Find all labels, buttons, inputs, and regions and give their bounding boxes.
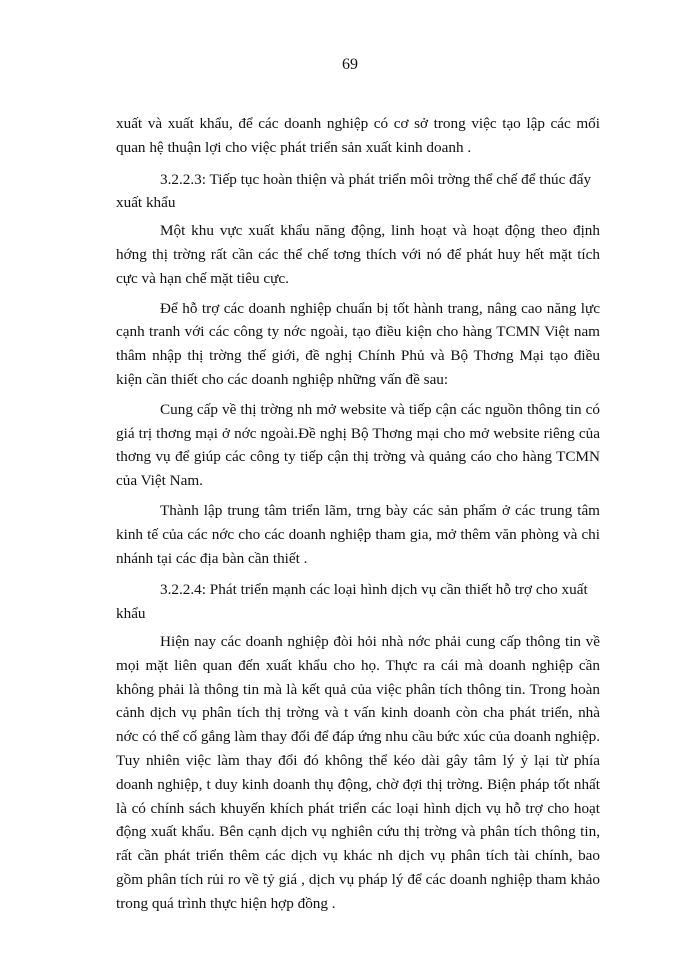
paragraph: Hiện nay các doanh nghiệp đòi hỏi nhà nớc phải cung cấp thông tin về mọi mặt liên quan đến xuất khẩu cho họ. Thực ra cái mà doanh nghiệp cần không phải là thông tin mà là kết quả của việc phân tích thông tin. Trong hoàn cảnh dịch vụ phân tích thị trờng và t vấn kinh doanh còn cha phát triển, nhà nớc có thể cố gắng làm thay đổi để đáp ứng nhu cầu bức xúc của doanh nghiệp. Tuy nhiên việc làm thay đổi đó không thể kéo dài gây tâm lý ỷ lại từ phía doanh nghiệp, t duy kinh doanh thụ động, chờ đợi thị trờng. Biện pháp tốt nhất là có chính sách khuyến khích phát triển các loại hình dịch vụ hỗ trợ cho hoạt động xuất khẩu. Bên cạnh dịch vụ nghiên cứu thị trờng và phân tích thông tin, rất cần phát triển thêm các dịch vụ khác nh dịch vụ phân tích tài chính, bao gồm phân tích rủi ro về tỷ giá , dịch vụ pháp lý để các doanh nghiệp tham khảo trong quá trình thực hiện hợp đồng . (116, 632, 600, 912)
paragraph-continuation: xuất và xuất khẩu, để các doanh nghiệp có cơ sở trong việc tạo lập các mối quan hệ thuận lợi cho việc phát triển sản xuất kinh doanh . (116, 115, 600, 156)
page-number: 69 (342, 56, 358, 73)
document-body (116, 112, 600, 922)
section-number: 3.2.2.4: (160, 581, 206, 599)
paragraph: Để hỗ trợ các doanh nghiệp chuẩn bị tốt hành trang, nâng cao năng lực cạnh tranh với các công ty nớc ngoài, tạo điều kiện cho hàng TCMN Việt nam thâm nhập thị trờng thế giới, đề nghị Chính Phủ và Bộ Thơng Mại tạo điều kiện cần thiết cho các doanh nghiệp những vấn đề sau: (116, 299, 600, 388)
paragraph: Cung cấp về thị trờng nh mở website và tiếp cận các nguồn thông tin có giá trị thơng mại ở nớc ngoài.Đề nghị Bộ Thơng mại cho mở website riêng của thơng vụ để giúp các công ty tiếp cận thị trờng và quảng cáo cho hàng TCMN của Việt Nam. (116, 400, 600, 490)
section-title: Tiếp tục hoàn thiện và phát triển môi trờng thể chế để thúc đẩy xuất khẩu (116, 170, 592, 212)
section-title: Phát triển mạnh các loại hình dịch vụ cần thiết hỗ trợ cho xuất khẩu (116, 581, 588, 623)
paragraph: Một khu vực xuất khẩu năng động, linh hoạt và hoạt động theo định hớng thị trờng rất cần các thể chế tơng thích với nó để phát huy hết mặt tích cực và hạn chế mặt tiêu cực. (116, 222, 600, 287)
section-number: 3.2.2.3: (160, 170, 206, 188)
paragraph: Thành lập trung tâm triển lãm, trng bày các sản phẩm ở các trung tâm kinh tế của các nớc cho các doanh nghiệp tham gia, mở thêm văn phòng và chi nhánh tại các địa bàn cần thiết . (116, 501, 600, 567)
section-heading-3-2-2-4 (116, 578, 600, 626)
section-heading-3-2-2-3 (116, 168, 600, 216)
